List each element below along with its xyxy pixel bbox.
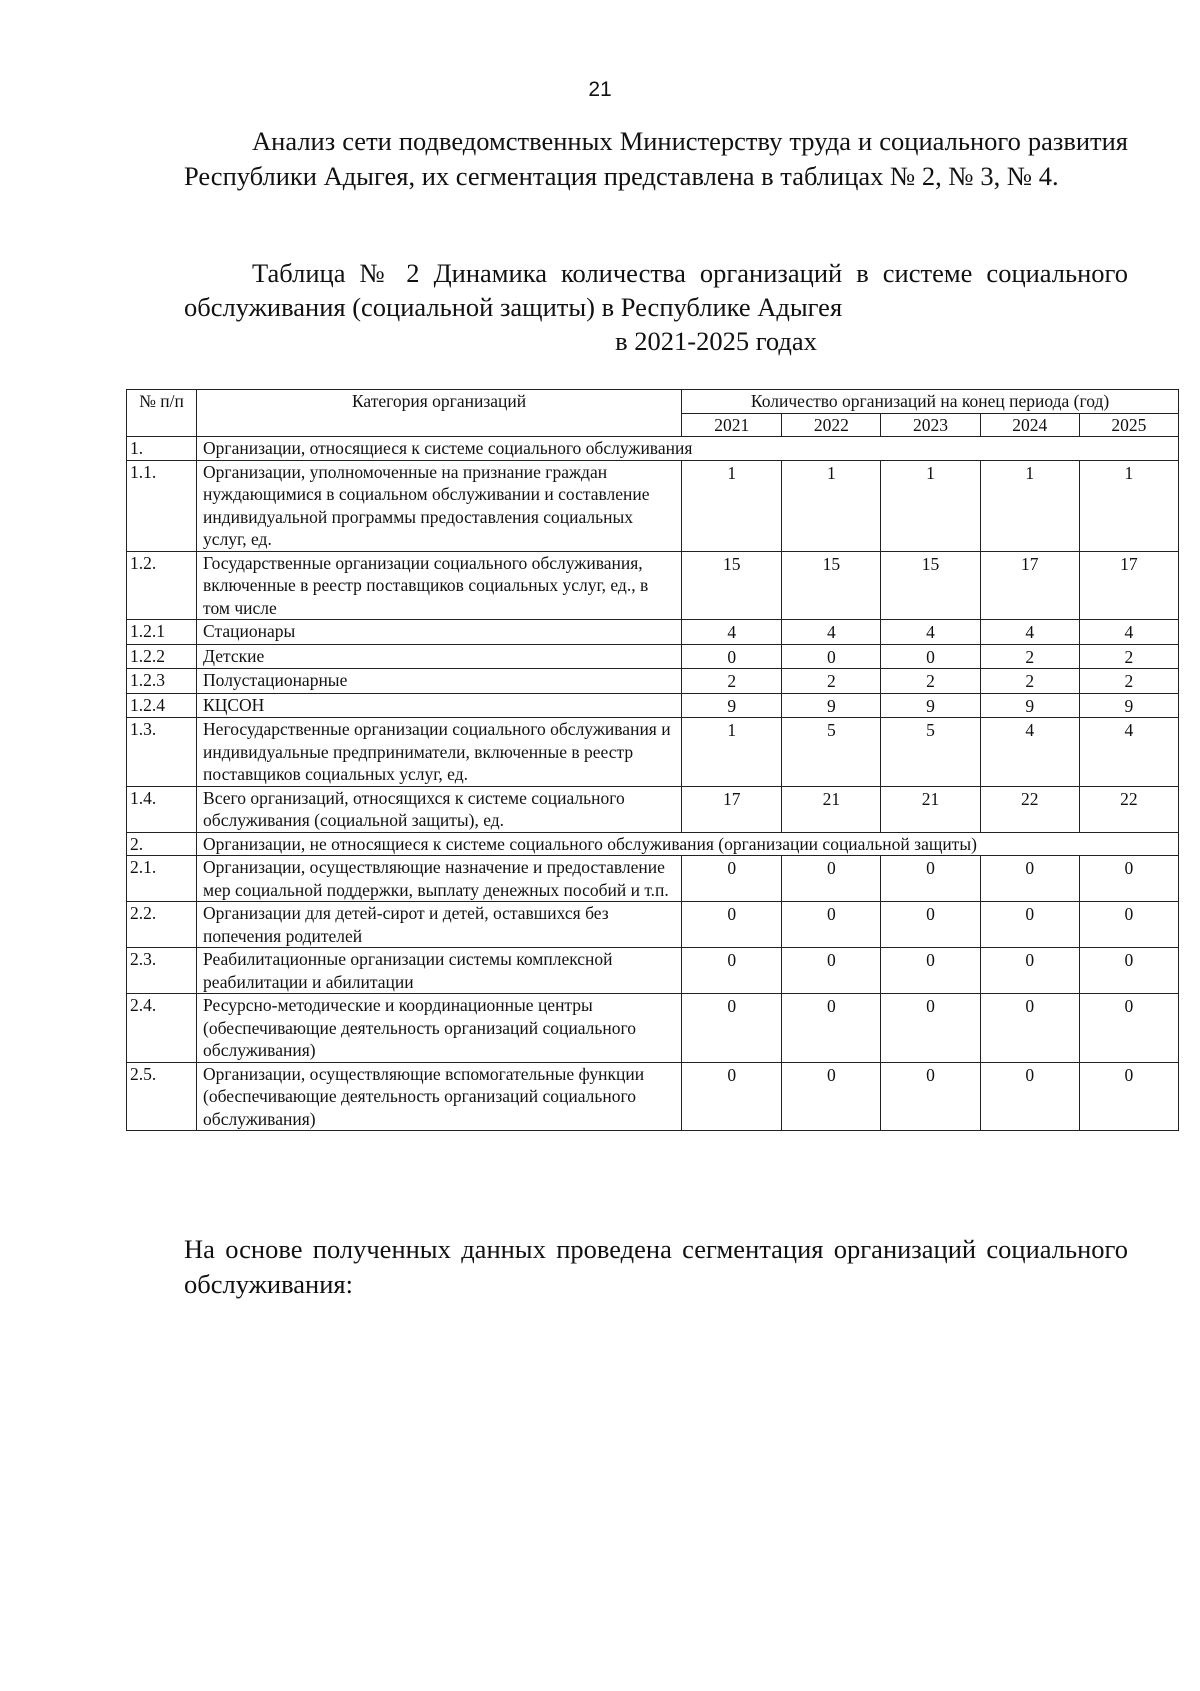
row-value: 21 <box>782 786 881 832</box>
table-row <box>127 551 1179 620</box>
row-value: 15 <box>782 551 881 620</box>
row-number: 2.5. <box>127 1062 197 1131</box>
row-value: 1 <box>682 718 782 787</box>
header-year: 2022 <box>782 413 881 437</box>
row-category: Ресурсно-методические и координационные центры (обеспечивающие деятельность организаций социального обслуживания) <box>197 994 682 1063</box>
row-value: 17 <box>980 551 1079 620</box>
table-caption <box>184 256 1128 358</box>
table-row <box>127 644 1179 669</box>
table-caption-title: Таблица № 2 Динамика количества организаций в системе социального обслуживания (социальной защиты) в Республике Адыгея <box>184 258 1128 322</box>
row-value: 17 <box>1079 551 1178 620</box>
row-value: 4 <box>1079 620 1178 645</box>
row-value: 0 <box>881 902 980 948</box>
row-value: 0 <box>682 902 782 948</box>
row-category: Реабилитационные организации системы комплексной реабилитации и абилитации <box>197 948 682 994</box>
row-value: 2 <box>980 669 1079 694</box>
row-value: 4 <box>980 620 1079 645</box>
row-value: 4 <box>1079 718 1178 787</box>
row-value: 0 <box>682 856 782 902</box>
row-value: 22 <box>980 786 1079 832</box>
header-year: 2023 <box>881 413 980 437</box>
table-row <box>127 856 1179 902</box>
row-value: 4 <box>881 620 980 645</box>
row-value: 0 <box>682 948 782 994</box>
row-value: 15 <box>881 551 980 620</box>
row-value: 9 <box>1079 693 1178 718</box>
row-value: 0 <box>782 644 881 669</box>
row-category: КЦСОН <box>197 693 682 718</box>
row-value: 9 <box>682 693 782 718</box>
row-value: 21 <box>881 786 980 832</box>
row-number: 2.3. <box>127 948 197 994</box>
row-number: 2.4. <box>127 994 197 1063</box>
row-value: 0 <box>881 994 980 1063</box>
row-number: 1. <box>127 437 197 461</box>
table-caption-years: в 2021-2025 годах <box>615 326 817 356</box>
table-row <box>127 718 1179 787</box>
row-number: 1.2.2 <box>127 644 197 669</box>
row-value: 2 <box>682 669 782 694</box>
row-value: 4 <box>782 620 881 645</box>
row-number: 2. <box>127 832 197 856</box>
row-value: 0 <box>782 948 881 994</box>
row-value: 0 <box>1079 902 1178 948</box>
row-category: Организации, осуществляющие назначение и предоставление мер социальной поддержки, выплату денежных пособий и т.п. <box>197 856 682 902</box>
row-number: 1.1. <box>127 460 197 551</box>
row-category: Стационары <box>197 620 682 645</box>
row-value: 0 <box>980 902 1079 948</box>
row-value: 0 <box>1079 948 1178 994</box>
row-value: 2 <box>1079 644 1178 669</box>
row-category: Организации, не относящиеся к системе социального обслуживания (организации социальной защиты) <box>197 832 1179 856</box>
row-value: 0 <box>980 1062 1079 1131</box>
row-value: 0 <box>881 948 980 994</box>
row-number: 1.2.3 <box>127 669 197 694</box>
table-row <box>127 786 1179 832</box>
row-value: 0 <box>980 856 1079 902</box>
row-value: 1 <box>980 460 1079 551</box>
row-category: Всего организаций, относящихся к системе социального обслуживания (социальной защиты), ед. <box>197 786 682 832</box>
row-value: 4 <box>682 620 782 645</box>
table-body <box>127 437 1179 1131</box>
page-number: 21 <box>588 78 612 101</box>
row-value: 2 <box>782 669 881 694</box>
row-category: Детские <box>197 644 682 669</box>
row-value: 5 <box>782 718 881 787</box>
row-value: 0 <box>881 856 980 902</box>
row-number: 1.3. <box>127 718 197 787</box>
row-value: 0 <box>1079 856 1178 902</box>
row-value: 0 <box>980 994 1079 1063</box>
row-value: 0 <box>782 902 881 948</box>
row-category: Государственные организации социального обслуживания, включенные в реестр поставщиков социальных услуг, ед., в том числе <box>197 551 682 620</box>
row-value: 0 <box>1079 1062 1178 1131</box>
row-value: 0 <box>980 948 1079 994</box>
header-year: 2021 <box>682 413 782 437</box>
row-category: Организации, осуществляющие вспомогательные функции (обеспечивающие деятельность организаций социального обслуживания) <box>197 1062 682 1131</box>
header-category: Категория организаций <box>197 390 682 437</box>
row-value: 4 <box>980 718 1079 787</box>
table-row <box>127 948 1179 994</box>
row-category: Организации для детей-сирот и детей, оставшихся без попечения родителей <box>197 902 682 948</box>
header-number: № п/п <box>127 390 197 437</box>
row-category: Полустационарные <box>197 669 682 694</box>
table-row <box>127 620 1179 645</box>
row-value: 1 <box>782 460 881 551</box>
row-number: 1.2.4 <box>127 693 197 718</box>
row-value: 1 <box>881 460 980 551</box>
header-year: 2025 <box>1079 413 1178 437</box>
row-category: Организации, относящиеся к системе социального обслуживания <box>197 437 1179 461</box>
row-value: 0 <box>782 1062 881 1131</box>
closing-paragraph: На основе полученных данных проведена сегментация организаций социального обслуживания: <box>184 1234 1128 1299</box>
table-section-row <box>127 832 1179 856</box>
header-count: Количество организаций на конец периода (год) <box>682 390 1179 414</box>
row-value: 0 <box>881 644 980 669</box>
row-number: 1.2. <box>127 551 197 620</box>
row-number: 2.2. <box>127 902 197 948</box>
row-category: Негосударственные организации социального обслуживания и индивидуальные предприниматели, включенные в реестр поставщиков социальных услуг, ед. <box>197 718 682 787</box>
row-value: 17 <box>682 786 782 832</box>
row-value: 9 <box>881 693 980 718</box>
row-value: 0 <box>881 1062 980 1131</box>
table-row <box>127 693 1179 718</box>
row-category: Организации, уполномоченные на признание граждан нуждающимися в социальном обслуживании и составление индивидуальной программы предоставления социальных услуг, ед. <box>197 460 682 551</box>
row-value: 0 <box>782 856 881 902</box>
row-value: 1 <box>682 460 782 551</box>
table-row <box>127 460 1179 551</box>
row-value: 0 <box>682 644 782 669</box>
header-year: 2024 <box>980 413 1079 437</box>
intro-paragraph: Анализ сети подведомственных Министерству труда и социального развития Республики Адыгея, их сегментация представлена в таблицах № 2, № 3, № 4. <box>184 126 1128 191</box>
row-value: 0 <box>682 994 782 1063</box>
table-row <box>127 902 1179 948</box>
row-number: 1.4. <box>127 786 197 832</box>
table-row <box>127 994 1179 1063</box>
organizations-table <box>126 389 1179 1131</box>
row-value: 9 <box>980 693 1079 718</box>
row-value: 2 <box>881 669 980 694</box>
table-row <box>127 1062 1179 1131</box>
row-value: 15 <box>682 551 782 620</box>
row-value: 9 <box>782 693 881 718</box>
row-value: 5 <box>881 718 980 787</box>
row-value: 0 <box>682 1062 782 1131</box>
table-row <box>127 669 1179 694</box>
row-value: 0 <box>782 994 881 1063</box>
row-value: 0 <box>1079 994 1178 1063</box>
row-value: 2 <box>1079 669 1178 694</box>
row-number: 2.1. <box>127 856 197 902</box>
table-header-row <box>127 390 1179 414</box>
row-number: 1.2.1 <box>127 620 197 645</box>
row-value: 22 <box>1079 786 1178 832</box>
row-value: 2 <box>980 644 1079 669</box>
row-value: 1 <box>1079 460 1178 551</box>
table-section-row <box>127 437 1179 461</box>
